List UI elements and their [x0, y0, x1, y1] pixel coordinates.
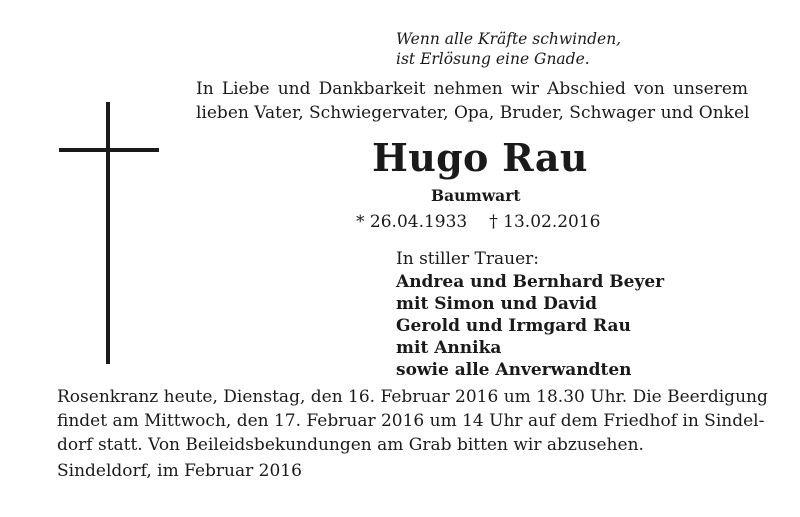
- mourners-list: [396, 271, 664, 381]
- mourner-line: mit Annika: [396, 338, 502, 358]
- deceased-name: Hugo Rau: [372, 135, 588, 180]
- epigraph-quote: [396, 29, 736, 69]
- funeral-notice: [57, 385, 768, 457]
- mourner-line: Andrea und Bernhard Beyer: [396, 272, 665, 292]
- intro-text: [196, 77, 748, 125]
- mourner-line: sowie alle Anverwandten: [396, 360, 632, 380]
- deceased-profession: Baumwart: [431, 186, 521, 205]
- mourner-line: Gerold und Irmgard Rau: [396, 316, 631, 336]
- notice-line-3: dorf statt. Von Beileidsbekundungen am Grab bitten wir abzusehen.: [57, 435, 644, 455]
- notice-line-2: findet am Mittwoch, den 17. Februar 2016 um 14 Uhr auf dem Friedhof in Sindel-: [57, 411, 765, 431]
- quote-line-1: Wenn alle Kräfte schwinden,: [396, 30, 622, 48]
- quote-line-2: ist Erlösung eine Gnade.: [396, 50, 590, 68]
- cross-vertical-bar: [106, 102, 110, 364]
- birth-date: * 26.04.1933: [356, 212, 468, 232]
- cross-horizontal-bar: [59, 148, 159, 152]
- intro-line-1: In Liebe und Dankbarkeit nehmen wir Abschied von unserem: [196, 79, 748, 99]
- place-and-date: Sindeldorf, im Februar 2016: [57, 461, 302, 481]
- intro-line-2: lieben Vater, Schwiegervater, Opa, Bruder, Schwager und Onkel: [196, 103, 750, 123]
- life-dates: [356, 210, 601, 234]
- death-date: † 13.02.2016: [489, 212, 601, 232]
- mourner-line: mit Simon und David: [396, 294, 598, 314]
- notice-line-1: Rosenkranz heute, Dienstag, den 16. Februar 2016 um 18.30 Uhr. Die Beerdigung: [57, 387, 768, 407]
- mourning-label: In stiller Trauer:: [396, 249, 539, 269]
